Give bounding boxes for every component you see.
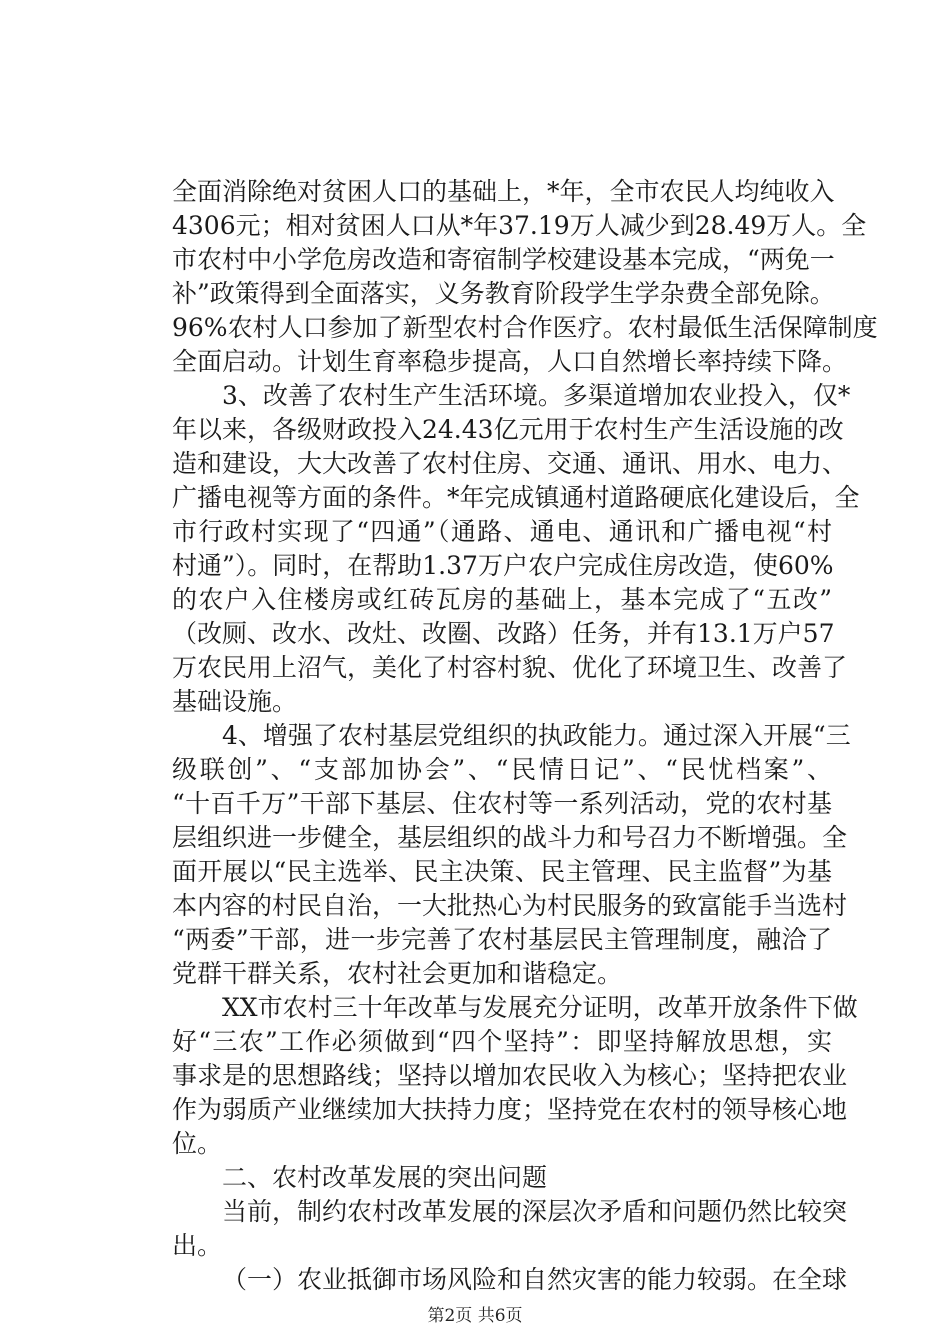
text-line: 基础设施。 [172,687,298,716]
paragraph-start-line: 当前，制约农村改革发展的深层次矛盾和问题仍然比较突 [222,1197,848,1226]
text-line: 市行政村实现了“四通”（通路、通电、通讯和广播电视“村 [172,517,832,546]
text-line: 的农户入住楼房或红砖瓦房的基础上，基本完成了“五改” [172,585,832,614]
text-line: 4306元；相对贫困人口从*年37.19万人减少到28.49万人。全 [172,211,867,240]
text-line: 层组织进一步健全，基层组织的战斗力和号召力不断增强。全 [172,823,848,852]
text-line: 本内容的村民自治，一大批热心为村民服务的致富能手当选村 [172,891,848,920]
text-line: “两委”干部，进一步完善了农村基层民主管理制度，融洽了 [172,925,832,954]
paragraph-start-line: 4、增强了农村基层党组织的执政能力。通过深入开展“三 [222,721,851,750]
subsection-heading-line: （一）农业抵御市场风险和自然灾害的能力较弱。在全球 [222,1265,848,1294]
page-number-footer: 第2页 共6页 [427,1306,523,1326]
text-line: 造和建设，大大改善了农村住房、交通、通讯、用水、电力、 [172,449,848,478]
text-line: 全面消除绝对贫困人口的基础上，*年，全市农民人均纯收入 [172,177,835,206]
text-line: 村通”）。同时，在帮助1.37万户农户完成住房改造，使60% [172,551,834,580]
text-line: 位。 [172,1129,223,1158]
text-line: 出。 [172,1231,223,1260]
paragraph-start-line: XX市农村三十年改革与发展充分证明，改革开放条件下做 [222,993,858,1022]
text-line: 事求是的思想路线；坚持以增加农民收入为核心；坚持把农业 [172,1061,848,1090]
section-heading: 二、农村改革发展的突出问题 [222,1163,548,1192]
text-line: 市农村中小学危房改造和寄宿制学校建设基本完成，“两免一 [172,245,835,274]
text-line: 96%农村人口参加了新型农村合作医疗。农村最低生活保障制度 [172,313,878,342]
text-line: 党群干群关系，农村社会更加和谐稳定。 [172,959,623,988]
text-line: 全面启动。计划生育率稳步提高，人口自然增长率持续下降。 [172,347,848,376]
text-line: “十百千万”干部下基层、住农村等一系列活动，党的农村基 [172,789,832,818]
text-line: 级联创”、“支部加协会”、“民情日记”、“民忧档案”、 [172,755,832,784]
text-line: （改厕、改水、改灶、改圈、改路）任务，并有13.1万户57 [172,619,835,648]
paragraph-start-line: 3、改善了农村生产生活环境。多渠道增加农业投入，仅* [222,381,851,410]
text-line: 年以来，各级财政投入24.43亿元用于农村生产生活设施的改 [172,415,844,444]
text-line: 补”政策得到全面落实，义务教育阶段学生学杂费全部免除。 [172,279,835,308]
text-line: 万农民用上沼气，美化了村容村貌、优化了环境卫生、改善了 [172,653,848,682]
text-line: 作为弱质产业继续加大扶持力度；坚持党在农村的领导核心地 [172,1095,848,1124]
text-line: 广播电视等方面的条件。*年完成镇通村道路硬底化建设后，全 [172,483,860,512]
text-line: 面开展以“民主选举、民主决策、民主管理、民主监督”为基 [172,857,832,886]
text-line: 好“三农”工作必须做到“四个坚持”：即坚持解放思想，实 [172,1027,832,1056]
